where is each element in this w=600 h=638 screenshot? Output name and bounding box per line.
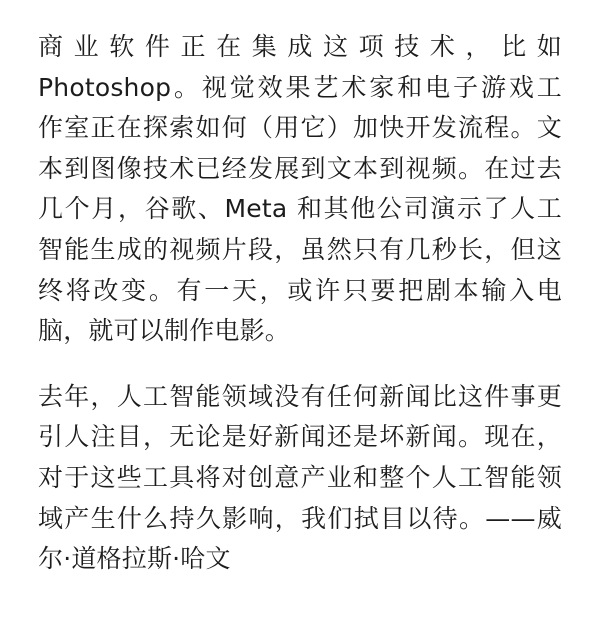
text-line: 对于这些工具将对创意产业和整个人工智能领 bbox=[38, 462, 562, 492]
text-line: 引人注目，无论是好新闻还是坏新闻。现在， bbox=[38, 422, 562, 452]
text-line: 商业软件正在集成这项技术，比如 bbox=[38, 32, 562, 61]
text-line: 去年，人工智能领域没有任何新闻比这件事更 bbox=[38, 381, 562, 411]
paragraph-spacer bbox=[38, 352, 562, 377]
text-line: 作室正在探索如何（用它）加快开发流程。文 bbox=[38, 113, 562, 143]
text-line: 几个月，谷歌、Meta 和其他公司演示了人工 bbox=[38, 194, 562, 224]
text-line: 尔·道格拉斯·哈文 bbox=[38, 544, 231, 574]
text-line: 域产生什么持久影响，我们拭目以待。——威 bbox=[38, 503, 562, 533]
text-line: Photoshop。视觉效果艺术家和电子游戏工 bbox=[38, 72, 562, 102]
text-line: 终将改变。有一天，或许只要把剧本输入电 bbox=[38, 275, 562, 305]
text-line: 智能生成的视频片段，虽然只有几秒长，但这 bbox=[38, 234, 562, 264]
paragraph-2 bbox=[38, 377, 562, 580]
paragraph-1 bbox=[38, 27, 562, 352]
text-line: 脑，就可以制作电影。 bbox=[38, 316, 291, 346]
text-line: 本到图像技术已经发展到文本到视频。在过去 bbox=[38, 153, 562, 183]
